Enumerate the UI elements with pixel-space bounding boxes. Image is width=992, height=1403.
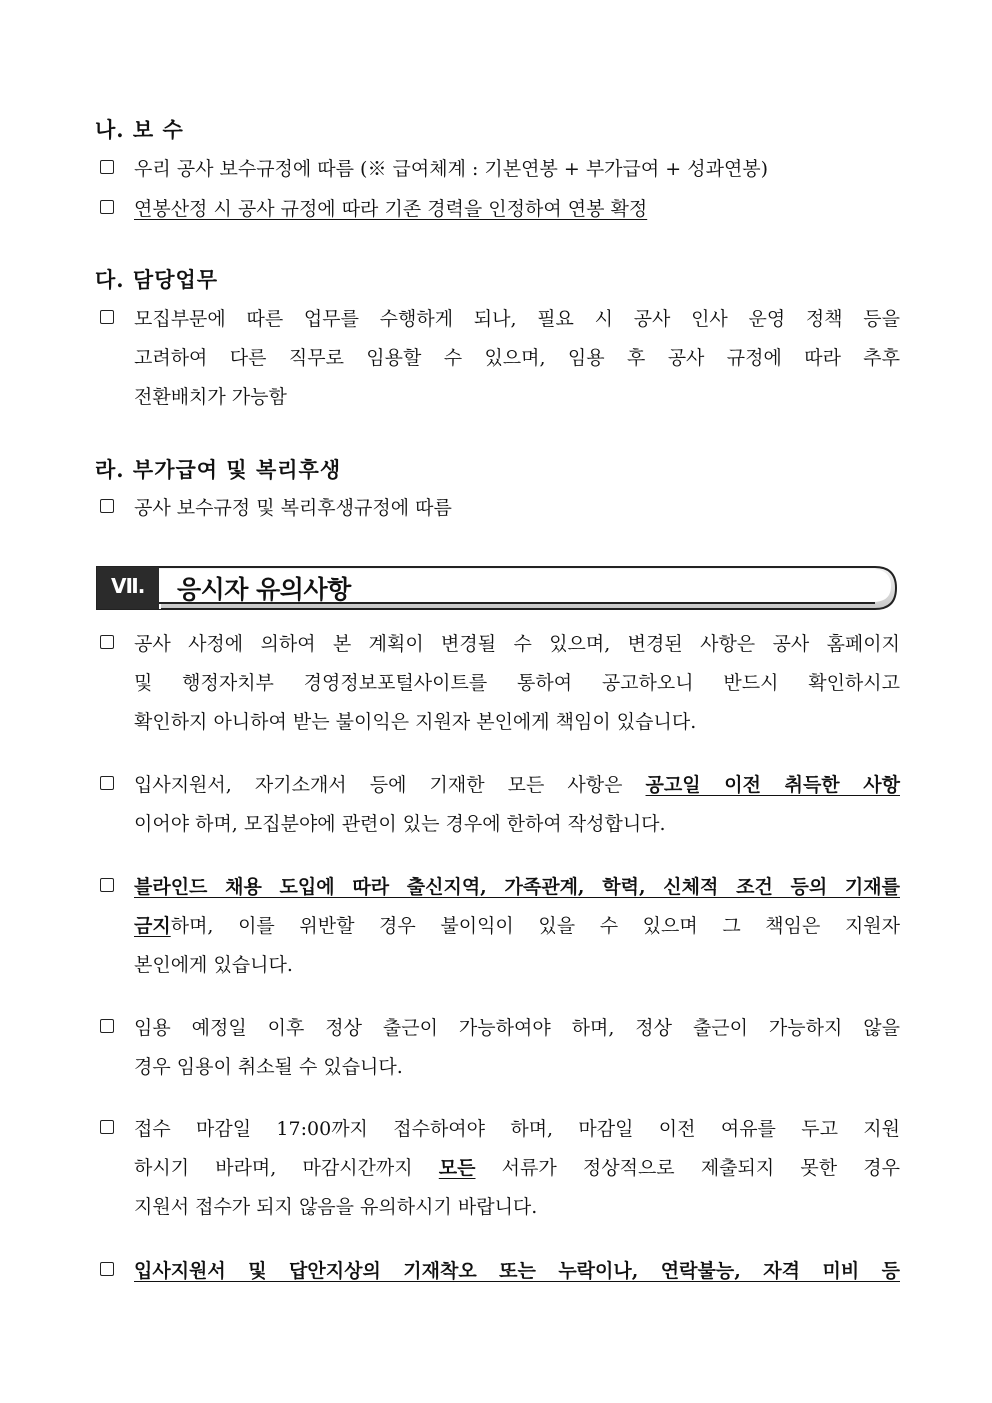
checkbox-square-icon — [100, 878, 114, 892]
list-item — [100, 1009, 900, 1087]
item-text — [134, 1252, 900, 1291]
item-text-underlined: 연봉산정 시 공사 규정에 따라 기존 경력을 인정하여 연봉 확정 — [134, 198, 648, 220]
item-text: 임용 예정일 이후 정상 출근이 가능하여야 하며, 정상 출근이 가능하지 않을 — [134, 1017, 900, 1039]
item-text: 경우 임용이 취소될 수 있습니다. — [134, 1056, 403, 1078]
list-item — [100, 489, 900, 528]
list-item — [100, 766, 900, 844]
item-text: 지원서 접수가 되지 않음을 유의하시기 바랍니다. — [134, 1196, 538, 1218]
item-text: 본인에게 있습니다. — [134, 954, 293, 976]
list-item — [100, 1110, 900, 1227]
item-text — [134, 907, 900, 946]
item-text: 이어야 하며, 모집분야에 관련이 있는 경우에 한하여 작성합니다. — [134, 813, 666, 835]
list-item — [100, 1252, 900, 1291]
item-text-part: 하며, 이를 위반할 경우 불이익이 있을 수 있으며 그 책임은 지원자 — [170, 915, 900, 937]
checkbox-square-icon — [100, 499, 114, 513]
checkbox-square-icon — [100, 310, 114, 324]
item-text: 우리 공사 보수규정에 따름 (※ 급여체계 : 기본연봉 + 부가급여 + 성과연봉) — [134, 158, 769, 180]
checkbox-square-icon — [100, 1262, 114, 1276]
item-text-part: 입사지원서, 자기소개서 등에 기재한 모든 사항은 — [134, 774, 646, 796]
list-item — [100, 868, 900, 985]
list-item — [100, 625, 900, 742]
list-item — [100, 150, 900, 189]
banner-title: 응시자 유의사항 — [177, 575, 351, 604]
list-item — [100, 300, 900, 417]
checkbox-square-icon — [100, 776, 114, 790]
item-text-emphasis: 블라인드 채용 도입에 따라 출신지역, 가족관계, 학력, 신체적 조건 등의 기재를 — [134, 876, 900, 898]
checkbox-square-icon — [100, 635, 114, 649]
item-text — [134, 1149, 900, 1188]
item-text: 및 행정자치부 경영정보포털사이트를 통하여 공고하오니 반드시 확인하시고 — [134, 672, 900, 694]
item-text-emphasis: 입사지원서 및 답안지상의 기재착오 또는 누락이나, 연락불능, 자격 미비 등 — [134, 1260, 900, 1282]
item-text-part: 서류가 정상적으로 제출되지 못한 경우 — [475, 1157, 900, 1179]
section-heading-duties: 다. 담당업무 — [95, 267, 219, 292]
item-text-emphasis: 금지 — [134, 915, 171, 937]
section-banner — [95, 565, 898, 611]
item-text: 공사 사정에 의하여 본 계획이 변경될 수 있으며, 변경된 사항은 공사 홈페이지 — [134, 633, 900, 655]
item-text: 접수 마감일 17:00까지 접수하여야 하며, 마감일 이전 여유를 두고 지원 — [134, 1118, 900, 1140]
item-text: 확인하지 아니하여 받는 불이익은 지원자 본인에게 책임이 있습니다. — [134, 711, 697, 733]
checkbox-square-icon — [100, 1019, 114, 1033]
banner-roman-numeral: Ⅶ. — [111, 574, 145, 598]
item-text: 공사 보수규정 및 복리후생규정에 따름 — [134, 497, 452, 519]
item-text — [134, 766, 900, 805]
checkbox-square-icon — [100, 160, 114, 174]
section-heading-benefits: 라. 부가급여 및 복리후생 — [95, 457, 342, 482]
item-text — [134, 868, 900, 907]
section-heading-salary: 나. 보 수 — [95, 117, 184, 142]
item-text: 전환배치가 가능함 — [134, 386, 287, 408]
checkbox-square-icon — [100, 200, 114, 214]
checkbox-square-icon — [100, 1120, 114, 1134]
item-text-part: 하시기 바라며, 마감시간까지 — [134, 1157, 439, 1179]
item-text-emphasis: 모든 — [438, 1157, 476, 1179]
item-text: 고려하여 다른 직무로 임용할 수 있으며, 임용 후 공사 규정에 따라 추후 — [134, 347, 900, 369]
item-text-emphasis: 공고일 이전 취득한 사항 — [645, 774, 900, 796]
item-text: 모집부문에 따른 업무를 수행하게 되나, 필요 시 공사 인사 운영 정책 등을 — [134, 308, 900, 330]
list-item — [100, 190, 900, 229]
